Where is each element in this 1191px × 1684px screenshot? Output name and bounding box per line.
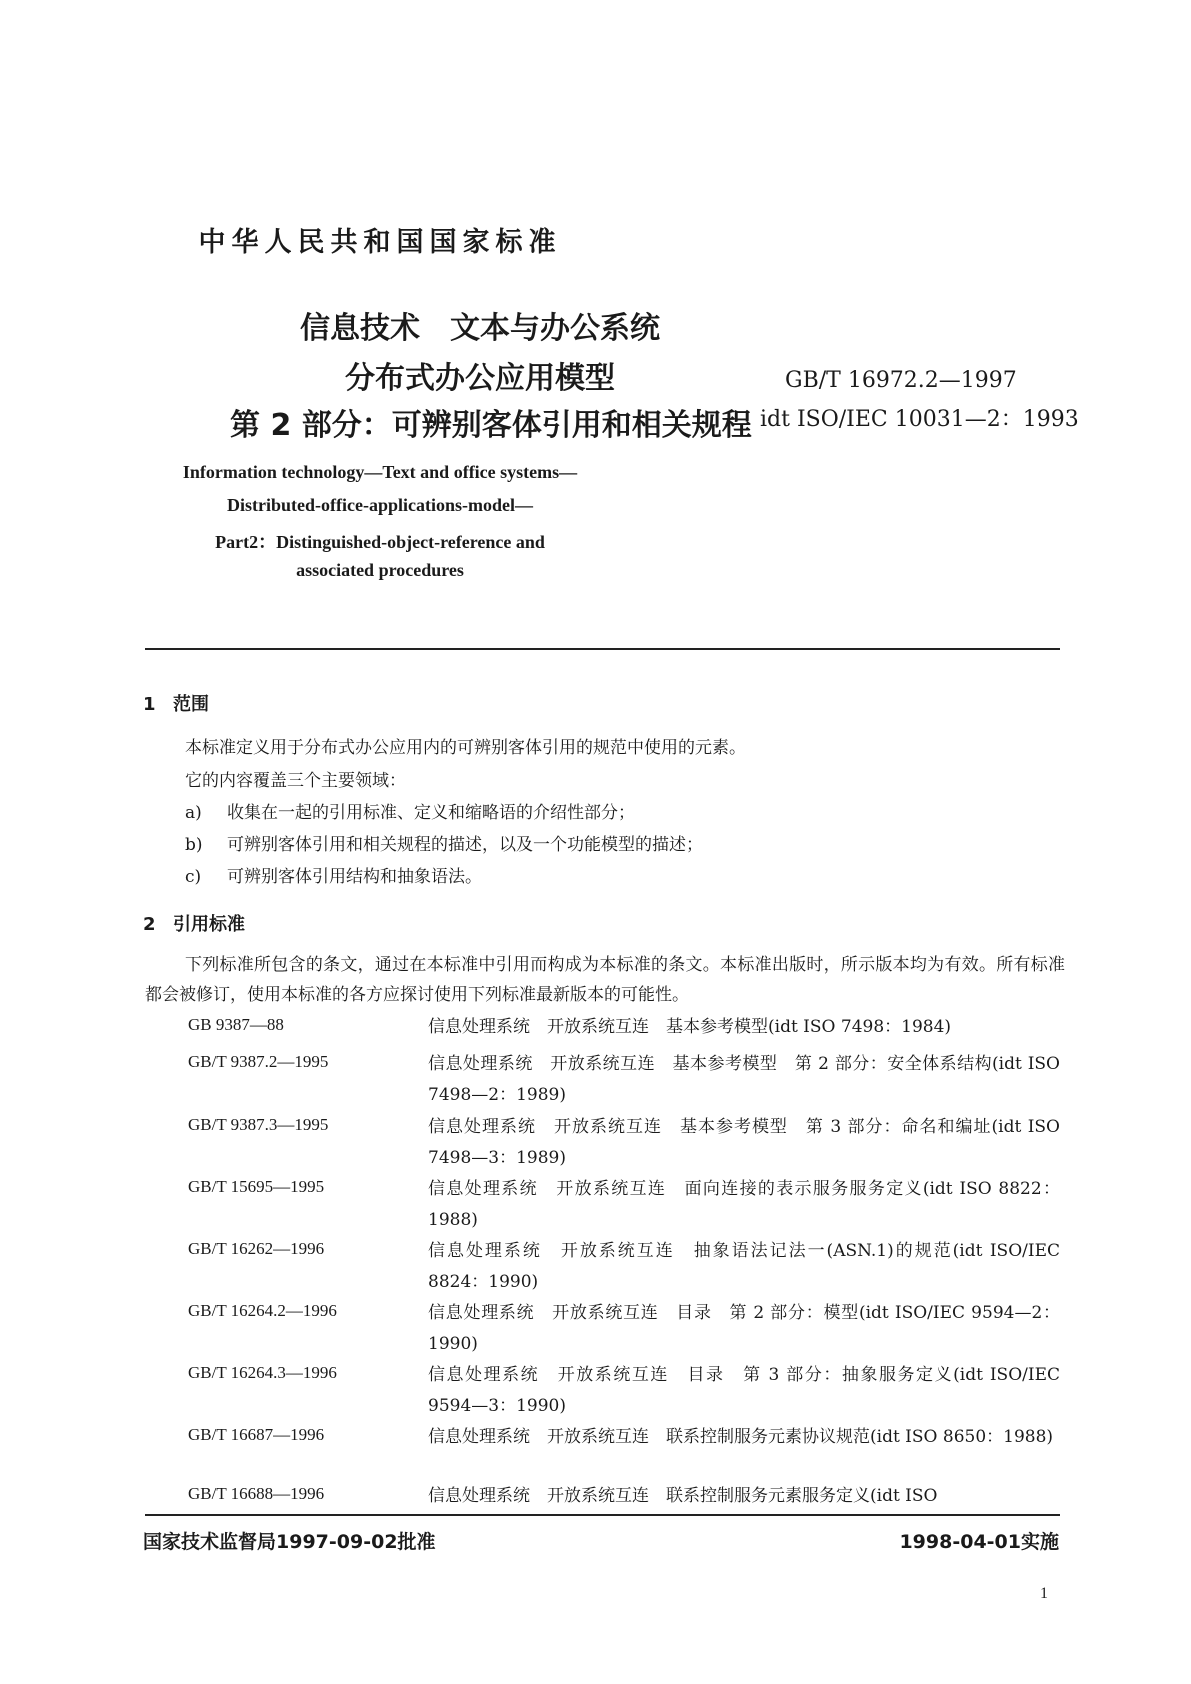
standard-code: GB/T 16972.2—1997 <box>785 368 1017 393</box>
reference-code: GB/T 15695—1995 <box>188 1177 325 1196</box>
list-marker: a) <box>185 803 202 823</box>
reference-description: 信息处理系统 开放系统互连 联系控制服务元素协议规范(idt ISO 8650：1988) <box>428 1427 1054 1447</box>
list-marker: b) <box>185 835 203 855</box>
reference-description: 信息处理系统 开放系统互连 基本参考模型 第 3 部分：命名和编址(idt ISO 7498—3：1989) <box>428 1117 1060 1168</box>
page-number: 1 <box>1040 1585 1048 1602</box>
reference-code: GB/T 16262—1996 <box>188 1239 325 1258</box>
national-standard-heading: 中华人民共和国国家标准 <box>198 227 562 258</box>
scope-paragraph-2: 它的内容覆盖三个主要领域： <box>185 771 406 791</box>
reference-code: GB/T 9387.2—1995 <box>188 1052 329 1071</box>
effective-date: 1998-04-01实施 <box>899 1531 1059 1553</box>
reference-description: 信息处理系统 开放系统互连 联系控制服务元素服务定义(idt ISO <box>428 1486 938 1506</box>
title-cn-line-3: 第 2 部分：可辨别客体引用和相关规程 <box>230 408 752 443</box>
list-item-text: 可辨别客体引用和相关规程的描述，以及一个功能模型的描述； <box>227 835 703 855</box>
title-cn-line-2: 分布式办公应用模型 <box>345 361 615 396</box>
equivalent-standard-code: idt ISO/IEC 10031—2：1993 <box>760 407 1079 432</box>
reference-description: 信息处理系统 开放系统互连 面向连接的表示服务服务定义(idt ISO 8822：1988) <box>428 1179 1060 1230</box>
list-item <box>185 830 703 855</box>
header-divider <box>145 648 1060 650</box>
reference-code: GB 9387—88 <box>188 1015 284 1034</box>
references-intro-paragraph: 下列标准所包含的条文，通过在本标准中引用而构成为本标准的条文。本标准出版时，所示版本均为有效。所有标准都会被修订，使用本标准的各方应探讨使用下列标准最新版本的可能性。 <box>145 955 1065 1005</box>
title-en-line-4: associated procedures <box>296 560 464 580</box>
title-cn-line-1: 信息技术 文本与办公系统 <box>300 311 660 346</box>
section-number: 2 <box>143 914 156 935</box>
approval-date: 国家技术监督局1997-09-02批准 <box>143 1531 436 1553</box>
reference-code: GB/T 16264.3—1996 <box>188 1363 337 1382</box>
title-en-line-2: Distributed-office-applications-model— <box>227 495 533 515</box>
reference-code: GB/T 9387.3—1995 <box>188 1115 329 1134</box>
list-item-text: 可辨别客体引用结构和抽象语法。 <box>227 867 482 887</box>
reference-description: 信息处理系统 开放系统互连 抽象语法记法一(ASN.1)的规范(idt ISO/IEC 8824：1990) <box>428 1241 1060 1292</box>
reference-code: GB/T 16687—1996 <box>188 1425 325 1444</box>
reference-description: 信息处理系统 开放系统互连 基本参考模型(idt ISO 7498：1984) <box>428 1017 952 1037</box>
title-en-line-1: Information technology—Text and office systems— <box>182 462 578 482</box>
reference-description: 信息处理系统 开放系统互连 基本参考模型 第 2 部分：安全体系结构(idt ISO 7498—2：1989) <box>428 1054 1060 1105</box>
footer-divider <box>145 1514 1060 1516</box>
reference-code: GB/T 16688—1996 <box>188 1484 325 1503</box>
reference-description: 信息处理系统 开放系统互连 目录 第 2 部分：模型(idt ISO/IEC 9594—2：1990) <box>428 1303 1060 1354</box>
title-en-line-3: Part2：Distinguished-object-reference and <box>215 532 545 552</box>
list-item <box>185 798 635 823</box>
reference-description: 信息处理系统 开放系统互连 目录 第 3 部分：抽象服务定义(idt ISO/IEC 9594—3：1990) <box>428 1365 1060 1416</box>
section-title: 引用标准 <box>173 914 245 935</box>
section-number: 1 <box>143 694 156 715</box>
scope-paragraph-1: 本标准定义用于分布式办公应用内的可辨别客体引用的规范中使用的元素。 <box>185 738 746 758</box>
list-item <box>185 862 482 887</box>
section-heading-normative-references <box>143 910 245 936</box>
list-marker: c) <box>185 867 202 887</box>
list-item-text: 收集在一起的引用标准、定义和缩略语的介绍性部分； <box>227 803 635 823</box>
section-title: 范围 <box>173 694 209 715</box>
reference-code: GB/T 16264.2—1996 <box>188 1301 337 1320</box>
section-heading-scope <box>143 690 209 716</box>
